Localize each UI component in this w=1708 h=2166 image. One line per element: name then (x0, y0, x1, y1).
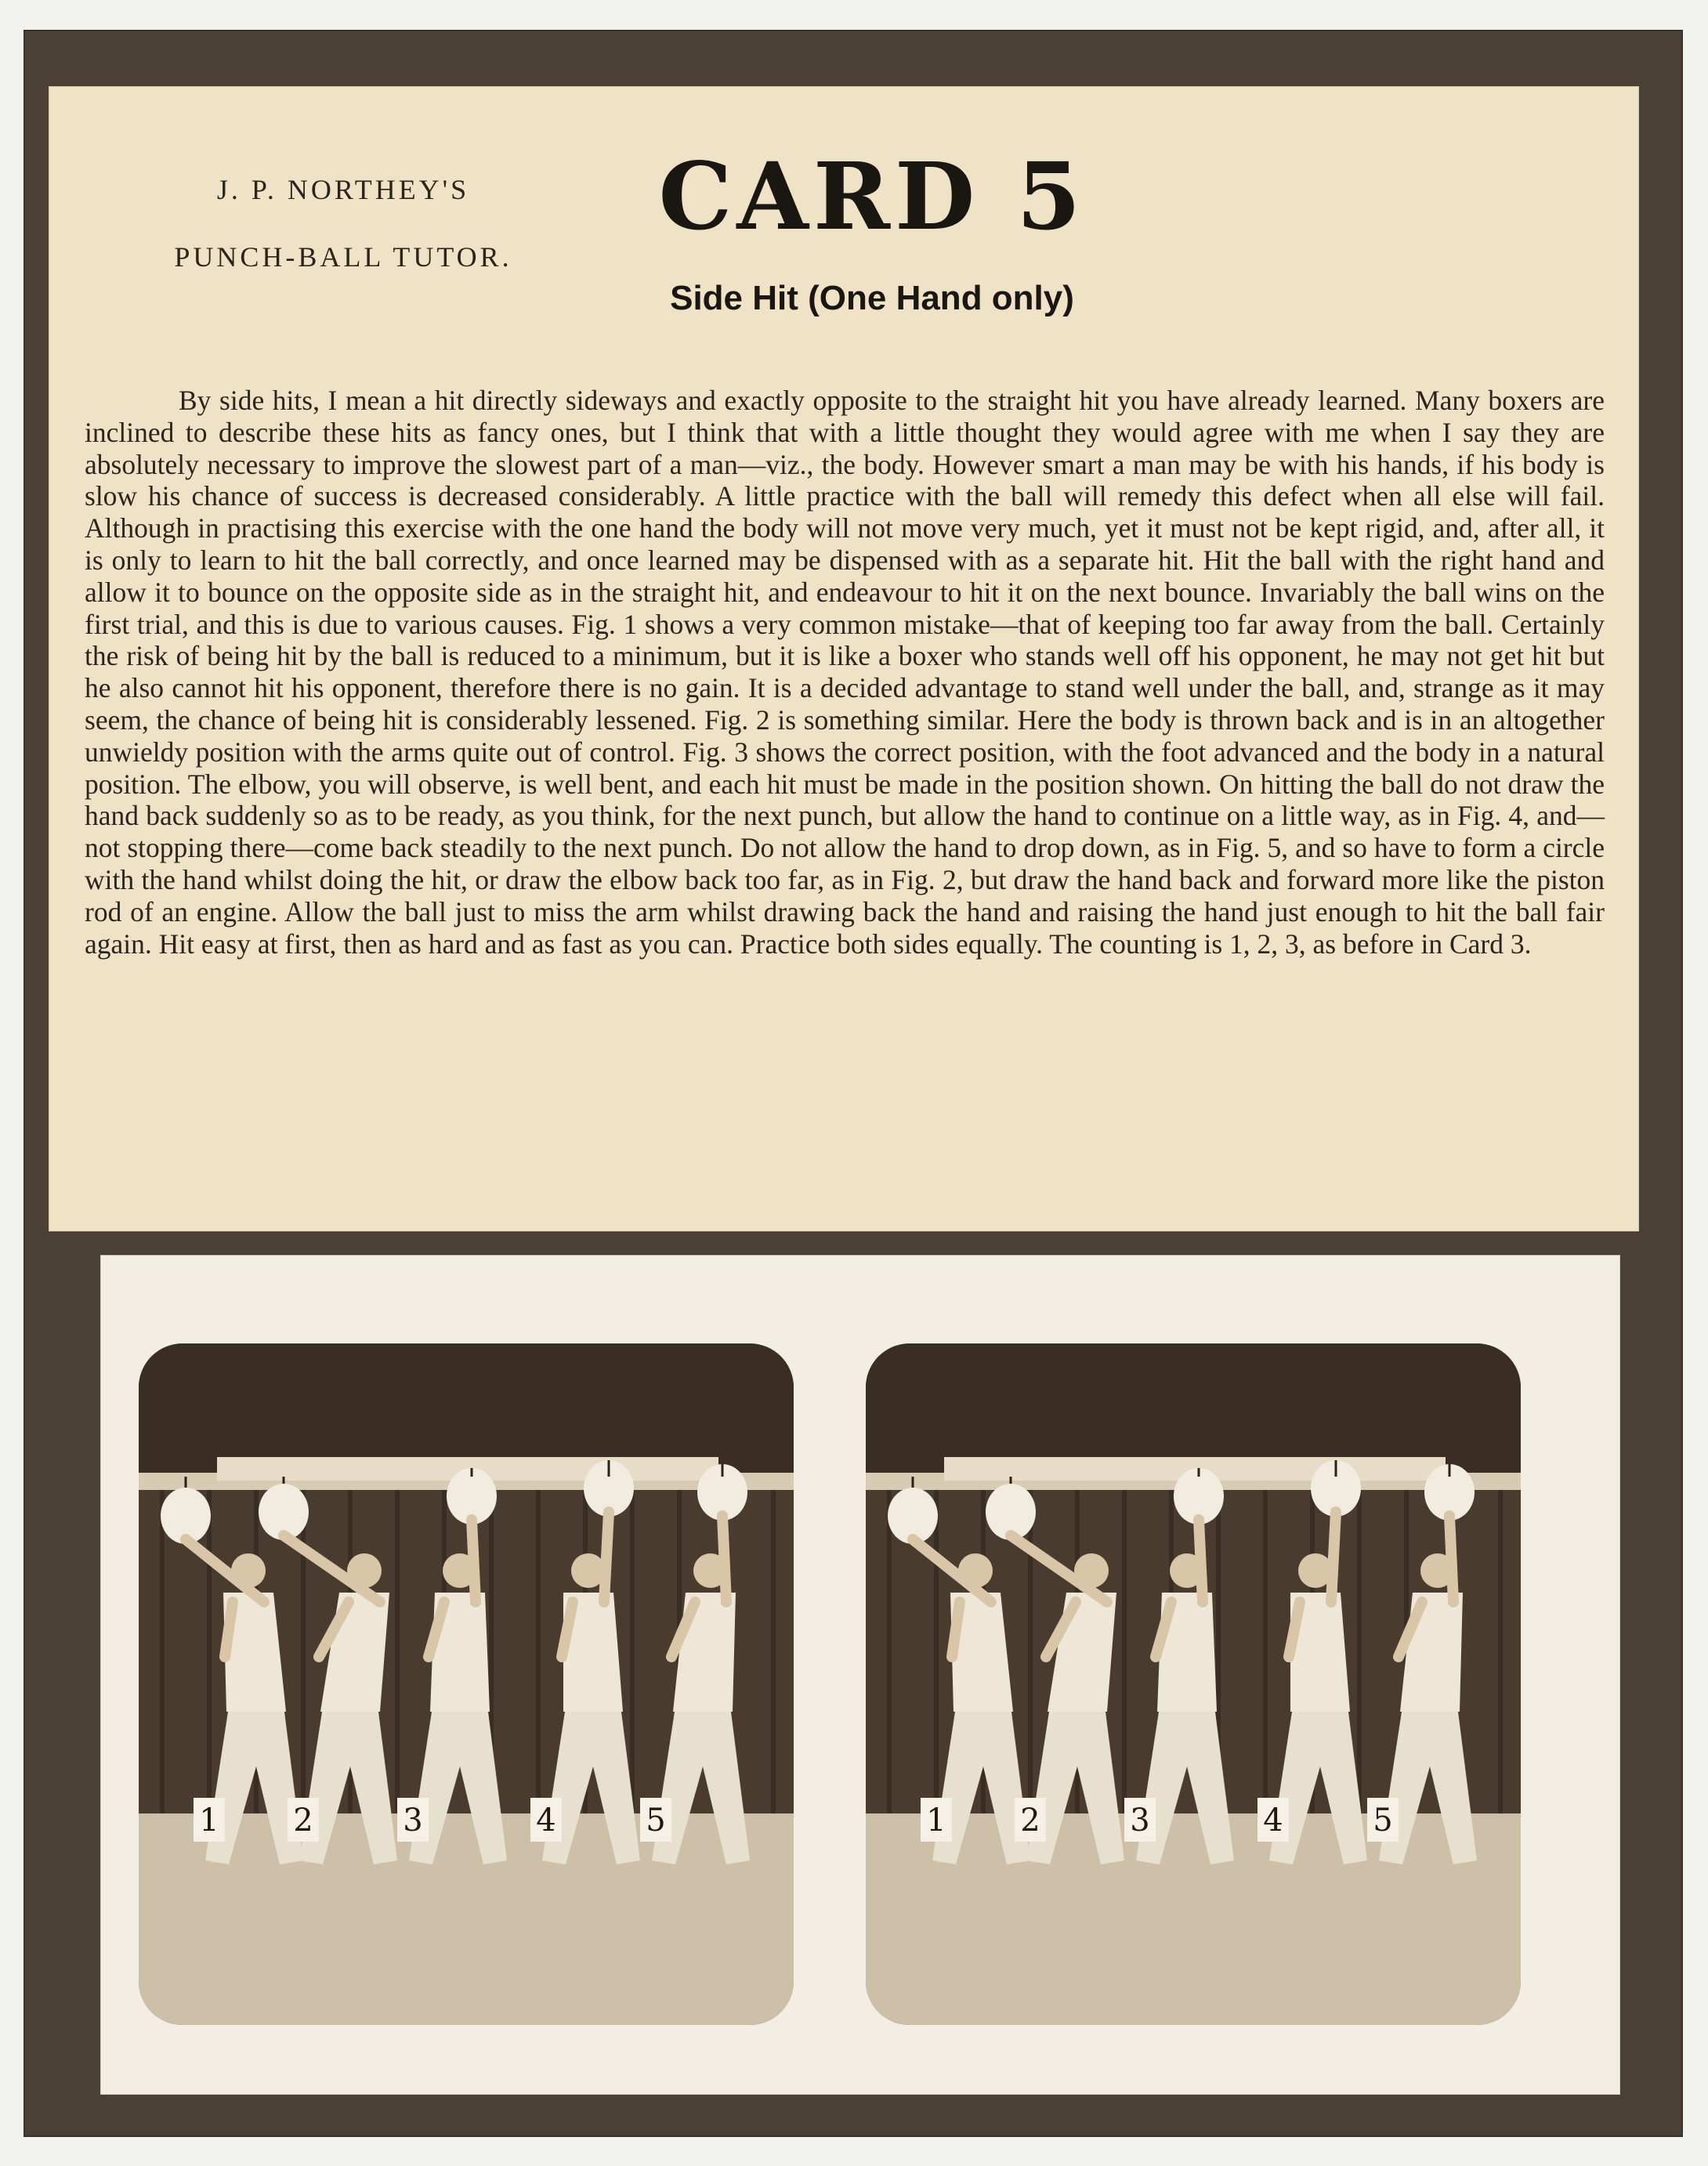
brand-line-1: J. P. NORTHEY'S (216, 174, 470, 205)
figure-number-label: 2 (1020, 1803, 1040, 1839)
boxers-scene-right (866, 1343, 1521, 2025)
instruction-text: By side hits, I mean a hit directly sideways and exactly opposite to the straight hit you have already learned. Many boxers are inclined to describe these hits as fancy ones, but I think that with a little thought they would agree with me when I say they are absolutely necessary to improve the slowest part of a man—viz., the body. However smart a man may be with his hands, if his body is slow his chance of success is decreased considerably. A little practice with the ball will remedy this defect when all else will fail. Although in practising this exercise with the one hand the body will not move very much, yet it must not be kept rigid, and, after all, it is only to learn to hit the ball correctly, and once learned may be dispensed with as a separate hit. Hit the ball with the right hand and allow it to bounce on the opposite side as in the straight hit, and endeavour to hit it on the next bounce. Invariably the ball wins on the first trial, and this is due to various causes. Fig. 1 shows a very common mistake—that of keeping too far away from the ball. Certainly the risk of being hit by the ball is reduced to a minimum, but it is like a boxer who stands well off his opponent, he may not get hit but he also cannot hit his opponent, therefore there is no gain. It is a decided advantage to stand well under the ball, and, strange as it may seem, the chance of being hit is considerably lessened. Fig. 2 is something similar. Here the body is thrown back and is in an altogether unwieldy position with the arms quite out of control. Fig. 3 shows the correct position, with the foot advanced and the body in a natural position. The elbow, you will observe, is well bent, and each hit must be made in the position shown. On hitting the ball do not draw the hand back suddenly so as to be ready, as you think, for the next punch, but allow the hand to continue on a little way, as in Fig. 4, and—not stopping there—come back steadily to the next punch. Do not allow the hand to drop down, as in Fig. 5, and so have to form a circle with the hand whilst doing the hit, or draw the elbow back too far, as in Fig. 2, but draw the hand back and forward more like the piston rod of an engine. Allow the ball just to miss the arm whilst drawing back the hand and raising the hand just enough to hit the ball fair again. Hit easy at first, then as hard and as fast as you can. Practice both sides equally. The counting is 1, 2, 3, as before in Card 3. (85, 385, 1605, 960)
card-title: CARD 5 (658, 142, 1086, 251)
figure-number-label: 5 (1373, 1803, 1393, 1839)
brand-line-2: PUNCH-BALL TUTOR. (174, 241, 512, 273)
boxers-scene-left (139, 1343, 794, 2025)
figure-number-label: 4 (536, 1803, 556, 1839)
text-card (49, 86, 1639, 1231)
card-subtitle: Side Hit (One Hand only) (670, 279, 1074, 317)
figure-number-label: 1 (926, 1803, 946, 1839)
stereo-photo-card (100, 1255, 1620, 2095)
figure-number-label: 2 (293, 1803, 313, 1839)
stereo-photo-left (139, 1343, 794, 2025)
stereo-photo-right (866, 1343, 1521, 2025)
figure-number-label: 4 (1263, 1803, 1283, 1839)
figure-number-label: 3 (1130, 1803, 1150, 1839)
figure-number-label: 3 (403, 1803, 423, 1839)
brand-header (132, 156, 555, 291)
figure-number-label: 1 (199, 1803, 219, 1839)
figure-number-label: 5 (646, 1803, 666, 1839)
